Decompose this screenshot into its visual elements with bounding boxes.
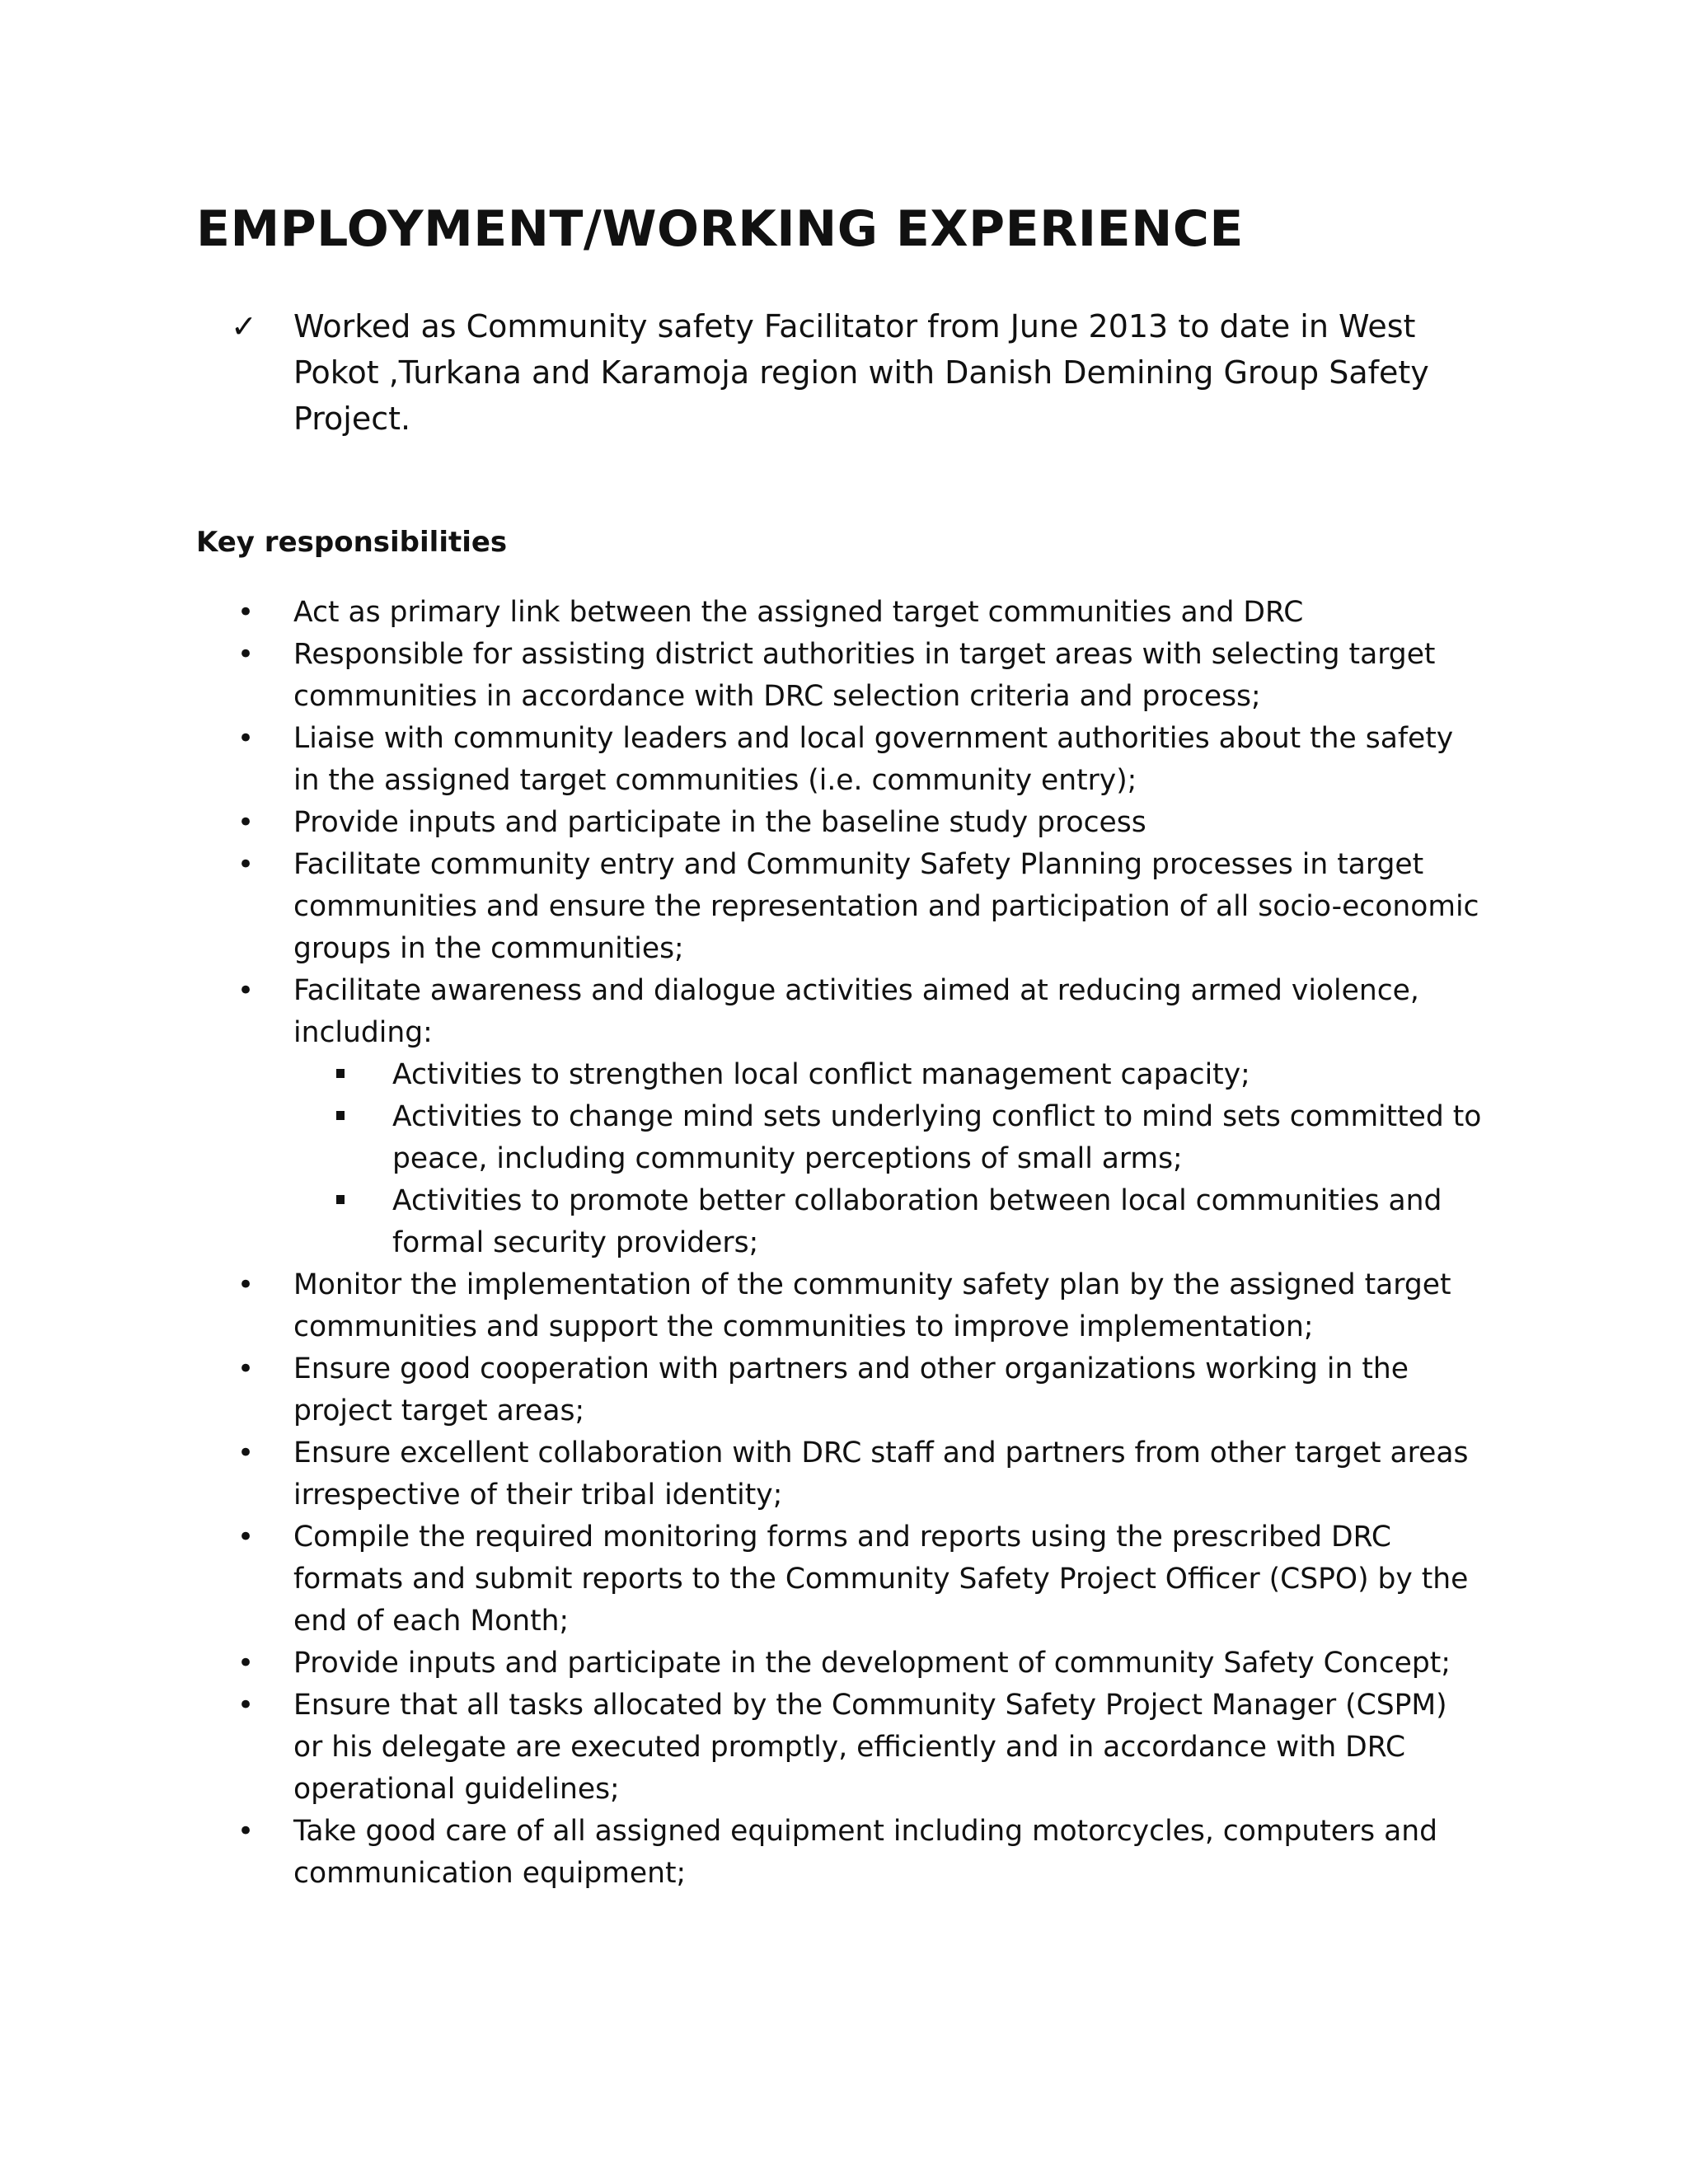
- list-item: [196, 592, 1482, 634]
- bullet-icon: •: [237, 806, 255, 839]
- list-item: [196, 970, 1482, 1264]
- list-item-text: Ensure excellent collaboration with DRC staff and partners from other target areas irrespective of their tribal identity;: [293, 1436, 1469, 1511]
- sub-list-item: [293, 1096, 1482, 1180]
- bullet-icon: •: [237, 1647, 255, 1680]
- bullet-icon: •: [237, 1689, 255, 1722]
- list-item-text: Act as primary link between the assigned target communities and DRC: [293, 596, 1304, 629]
- sub-list-item-text: Activities to promote better collaboration between local communities and formal security providers;: [392, 1184, 1442, 1259]
- list-item: [196, 1264, 1482, 1348]
- list-item-text: Responsible for assisting district authorities in target areas with selecting target communities in accordance with DRC selection criteria and process;: [293, 638, 1436, 713]
- sub-list-item: [293, 1054, 1482, 1096]
- list-item: [196, 634, 1482, 718]
- bullet-icon: •: [237, 596, 255, 629]
- list-item-text: Facilitate community entry and Community Safety Planning processes in target communities and ensure the representation and participation of all socio-economic groups in the communities;: [293, 848, 1479, 965]
- list-item-text: Facilitate awareness and dialogue activities aimed at reducing armed violence, including:: [293, 974, 1419, 1049]
- bullet-icon: •: [237, 1521, 255, 1554]
- sub-list: [293, 1054, 1482, 1264]
- experience-list: [196, 303, 1465, 442]
- page-title: EMPLOYMENT/WORKING EXPERIENCE: [196, 200, 1244, 258]
- list-item: [196, 1516, 1482, 1643]
- square-bullet-icon: [336, 1069, 345, 1078]
- list-item: [196, 1811, 1482, 1895]
- experience-item: [196, 303, 1465, 442]
- list-item-text: Compile the required monitoring forms and reports using the prescribed DRC formats and submit reports to the Community Safety Project Officer (CSPO) by the end of each Month;: [293, 1521, 1469, 1638]
- responsibilities-heading: Key responsibilities: [196, 526, 508, 559]
- list-item-text: Ensure good cooperation with partners and other organizations working in the project target areas;: [293, 1352, 1409, 1427]
- list-item: [196, 718, 1482, 802]
- bullet-icon: •: [237, 1268, 255, 1301]
- responsibilities-list: [196, 592, 1482, 1895]
- list-item: [196, 1643, 1482, 1685]
- list-item-text: Liaise with community leaders and local government authorities about the safety in the assigned target communities (i.e. community entry);: [293, 722, 1454, 797]
- bullet-icon: •: [237, 638, 255, 671]
- bullet-icon: •: [237, 1352, 255, 1385]
- list-item: [196, 802, 1482, 844]
- bullet-icon: •: [237, 1436, 255, 1469]
- square-bullet-icon: [336, 1111, 345, 1120]
- list-item: [196, 1432, 1482, 1516]
- list-item-text: Ensure that all tasks allocated by the Community Safety Project Manager (CSPM) or his delegate are executed promptly, efficiently and in accordance with DRC operational guidelines;: [293, 1689, 1447, 1806]
- experience-text: Worked as Community safety Facilitator from June 2013 to date in West Pokot ,Turkana and Karamoja region with Danish Demining Group Safety Project.: [293, 308, 1429, 437]
- check-icon: ✓: [231, 308, 257, 344]
- sub-list-item-text: Activities to strengthen local conflict management capacity;: [392, 1058, 1250, 1091]
- square-bullet-icon: [336, 1195, 345, 1204]
- list-item: [196, 1685, 1482, 1811]
- list-item: [196, 844, 1482, 970]
- list-item-text: Provide inputs and participate in the baseline study process: [293, 806, 1146, 839]
- list-item: [196, 1348, 1482, 1432]
- sub-list-item-text: Activities to change mind sets underlying conflict to mind sets committed to peace, including community perceptions of small arms;: [392, 1100, 1482, 1175]
- sub-list-item: [293, 1180, 1482, 1264]
- bullet-icon: •: [237, 722, 255, 755]
- list-item-text: Take good care of all assigned equipment including motorcycles, computers and communication equipment;: [293, 1815, 1438, 1890]
- list-item-text: Provide inputs and participate in the development of community Safety Concept;: [293, 1647, 1451, 1680]
- bullet-icon: •: [237, 974, 255, 1007]
- bullet-icon: •: [237, 1815, 255, 1848]
- bullet-icon: •: [237, 848, 255, 881]
- list-item-text: Monitor the implementation of the community safety plan by the assigned target communities and support the communities to improve implementation;: [293, 1268, 1451, 1343]
